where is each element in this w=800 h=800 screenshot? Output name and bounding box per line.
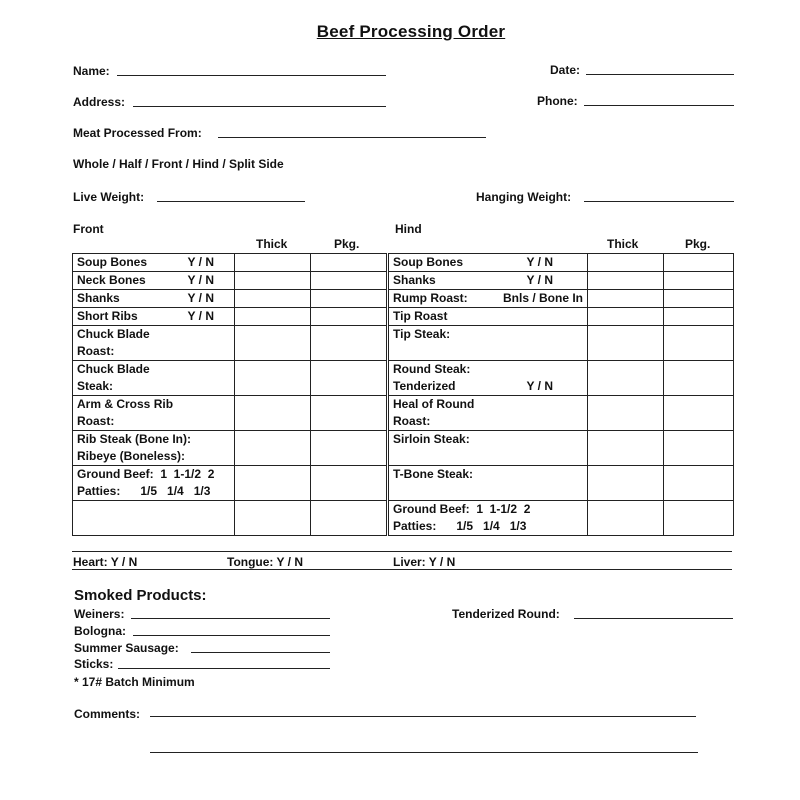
- pkg-cell[interactable]: [664, 466, 734, 501]
- cut-label: Soup Bones: [77, 255, 148, 269]
- table-row: [389, 466, 734, 501]
- pkg-cell[interactable]: [664, 361, 734, 396]
- comments-field[interactable]: [150, 716, 696, 717]
- table-row: [73, 254, 387, 272]
- cut-label-2: Roast:: [393, 414, 431, 428]
- cut-label: Rump Roast:: [393, 291, 468, 305]
- table-row: [389, 361, 734, 396]
- table-row: [73, 396, 387, 431]
- weiners-label: Weiners:: [74, 607, 125, 621]
- cut-label: Round Steak:: [393, 362, 471, 376]
- front-chuck-blade-roast[interactable]: [73, 326, 235, 361]
- smoked-products-title: Smoked Products:: [74, 587, 207, 604]
- thick-cell[interactable]: [235, 254, 311, 272]
- meat-from-field[interactable]: [218, 137, 486, 138]
- phone-field[interactable]: [584, 105, 734, 106]
- table-row: [389, 326, 734, 361]
- cut-label: Tip Roast: [393, 309, 448, 323]
- phone-label: Phone:: [537, 94, 578, 108]
- bologna-label: Bologna:: [74, 624, 126, 638]
- sticks-field[interactable]: [118, 668, 330, 669]
- liver-option[interactable]: Liver: Y / N: [393, 555, 456, 569]
- hind-tip-roast[interactable]: [389, 308, 588, 326]
- cut-label: Shanks: [393, 273, 436, 287]
- cut-label-2: Tenderized: [393, 379, 456, 393]
- yes-no-option[interactable]: Y / N: [187, 309, 214, 323]
- front-soup-bones[interactable]: [73, 254, 235, 272]
- hind-shanks[interactable]: [389, 272, 588, 290]
- thick-cell[interactable]: [588, 326, 664, 361]
- front-neck-bones[interactable]: [73, 272, 235, 290]
- cut-label-2: Roast:: [77, 414, 115, 428]
- table-row: [73, 290, 387, 308]
- front-ground-beef[interactable]: [73, 466, 235, 501]
- thick-cell[interactable]: [588, 254, 664, 272]
- hind-section-label: Hind: [395, 222, 422, 236]
- thick-cell[interactable]: [235, 272, 311, 290]
- table-row: [389, 396, 734, 431]
- hind-t-bone-steak[interactable]: [389, 466, 588, 501]
- front-arm-cross-rib-roast[interactable]: [73, 396, 235, 431]
- cut-label: Chuck Blade: [77, 362, 150, 376]
- cut-label: Shanks: [77, 291, 120, 305]
- thick-cell[interactable]: [588, 431, 664, 466]
- front-pkg-header: Pkg.: [334, 237, 360, 251]
- hind-heal-of-round-roast[interactable]: [389, 396, 588, 431]
- thick-cell[interactable]: [588, 501, 664, 536]
- batch-minimum-note: * 17# Batch Minimum: [74, 675, 195, 689]
- front-short-ribs[interactable]: [73, 308, 235, 326]
- divider: [72, 551, 732, 552]
- front-section-label: Front: [73, 222, 104, 236]
- blank-cell[interactable]: [73, 501, 235, 536]
- address-label: Address:: [73, 95, 126, 109]
- hind-cuts-table: [388, 253, 734, 536]
- thick-cell[interactable]: [235, 431, 311, 466]
- table-row: [73, 272, 387, 290]
- cut-label: Soup Bones: [393, 255, 464, 269]
- cut-label: Ground Beef: 1 1-1/2 2: [77, 467, 215, 481]
- table-row: [389, 272, 734, 290]
- summer-sausage-field[interactable]: [191, 652, 330, 653]
- thick-cell[interactable]: [235, 361, 311, 396]
- pkg-cell[interactable]: [311, 272, 387, 290]
- table-row: [73, 466, 387, 501]
- table-row: [73, 308, 387, 326]
- front-cuts-table: [72, 253, 387, 536]
- cut-label: Chuck Blade: [77, 327, 150, 341]
- cut-label: Tip Steak:: [393, 327, 451, 341]
- pkg-cell[interactable]: [311, 254, 387, 272]
- address-field[interactable]: [133, 106, 386, 107]
- pkg-cell[interactable]: [664, 254, 734, 272]
- thick-cell[interactable]: [588, 308, 664, 326]
- yes-no-option[interactable]: Y / N: [187, 273, 214, 287]
- cut-label: T-Bone Steak:: [393, 467, 474, 481]
- hind-thick-header: Thick: [607, 237, 639, 251]
- yes-no-option[interactable]: Y / N: [187, 255, 214, 269]
- thick-cell[interactable]: [588, 290, 664, 308]
- thick-cell[interactable]: [588, 466, 664, 501]
- front-shanks[interactable]: [73, 290, 235, 308]
- live-weight-field[interactable]: [157, 201, 305, 202]
- tenderized-round-label: Tenderized Round:: [452, 607, 560, 621]
- hind-tip-steak[interactable]: [389, 326, 588, 361]
- cut-label: Rib Steak (Bone In):: [77, 432, 192, 446]
- cut-label-2: Steak:: [77, 379, 114, 393]
- yes-no-option[interactable]: Y / N: [526, 273, 553, 287]
- date-label: Date:: [550, 63, 581, 77]
- name-label: Name:: [73, 64, 110, 78]
- pkg-cell[interactable]: [311, 308, 387, 326]
- front-thick-header: Thick: [256, 237, 288, 251]
- hind-soup-bones[interactable]: [389, 254, 588, 272]
- pkg-cell[interactable]: [311, 290, 387, 308]
- cut-label: Short Ribs: [77, 309, 138, 323]
- table-row: [389, 501, 734, 536]
- cut-label: Arm & Cross Rib: [77, 397, 174, 411]
- table-row: [73, 361, 387, 396]
- portion-options[interactable]: Whole / Half / Front / Hind / Split Side: [73, 157, 284, 171]
- thick-cell[interactable]: [235, 326, 311, 361]
- divider: [72, 569, 732, 570]
- front-rib-steak[interactable]: [73, 431, 235, 466]
- thick-cell[interactable]: [588, 396, 664, 431]
- tenderized-round-field[interactable]: [574, 618, 733, 619]
- thick-cell[interactable]: [235, 396, 311, 431]
- hind-rump-roast[interactable]: [389, 290, 588, 308]
- pkg-cell[interactable]: [311, 501, 387, 536]
- hanging-weight-field[interactable]: [584, 201, 734, 202]
- page-title: Beef Processing Order: [316, 22, 506, 41]
- hind-ground-beef[interactable]: [389, 501, 588, 536]
- cut-label-2: Roast:: [77, 344, 115, 358]
- date-field[interactable]: [586, 74, 734, 75]
- cut-label: Heal of Round: [393, 397, 475, 411]
- table-row: [73, 431, 387, 466]
- cut-label-2: Ribeye (Boneless):: [77, 449, 186, 463]
- pkg-cell[interactable]: [311, 431, 387, 466]
- cut-label: Sirloin Steak:: [393, 432, 470, 446]
- heart-option[interactable]: Heart: Y / N: [73, 555, 138, 569]
- front-chuck-blade-steak[interactable]: [73, 361, 235, 396]
- table-row: [389, 308, 734, 326]
- cut-label: Ground Beef: 1 1-1/2 2: [393, 502, 531, 516]
- table-row: [389, 290, 734, 308]
- weiners-field[interactable]: [131, 618, 330, 619]
- pkg-cell[interactable]: [311, 361, 387, 396]
- table-row: [389, 431, 734, 466]
- patties-options[interactable]: Patties: 1/5 1/4 1/3: [393, 519, 527, 533]
- pkg-cell[interactable]: [311, 396, 387, 431]
- patties-options[interactable]: Patties: 1/5 1/4 1/3: [77, 484, 211, 498]
- comments-field-2[interactable]: [150, 752, 698, 753]
- pkg-cell[interactable]: [664, 431, 734, 466]
- hanging-weight-label: Hanging Weight:: [476, 190, 572, 204]
- table-row: [73, 326, 387, 361]
- pkg-cell[interactable]: [664, 290, 734, 308]
- table-row: [73, 501, 387, 536]
- comments-label: Comments:: [74, 707, 141, 721]
- yes-no-option[interactable]: Y / N: [187, 291, 214, 305]
- pkg-cell[interactable]: [664, 396, 734, 431]
- meat-from-label: Meat Processed From:: [73, 126, 202, 140]
- live-weight-label: Live Weight:: [73, 190, 145, 204]
- hind-pkg-header: Pkg.: [685, 237, 711, 251]
- pkg-cell[interactable]: [311, 466, 387, 501]
- pkg-cell[interactable]: [664, 272, 734, 290]
- bologna-field[interactable]: [133, 635, 330, 636]
- yes-no-option[interactable]: Y / N: [526, 255, 553, 269]
- hind-round-steak[interactable]: [389, 361, 588, 396]
- hind-sirloin-steak[interactable]: [389, 431, 588, 466]
- thick-cell[interactable]: [588, 272, 664, 290]
- thick-cell[interactable]: [235, 290, 311, 308]
- yes-no-option[interactable]: Y / N: [526, 379, 553, 393]
- cut-label: Neck Bones: [77, 273, 146, 287]
- pkg-cell[interactable]: [664, 326, 734, 361]
- thick-cell[interactable]: [588, 361, 664, 396]
- name-field[interactable]: [117, 75, 386, 76]
- pkg-cell[interactable]: [311, 326, 387, 361]
- sticks-label: Sticks:: [74, 657, 114, 671]
- summer-sausage-label: Summer Sausage:: [74, 641, 179, 655]
- pkg-cell[interactable]: [664, 308, 734, 326]
- thick-cell[interactable]: [235, 501, 311, 536]
- thick-cell[interactable]: [235, 466, 311, 501]
- bone-option[interactable]: Bnls / Bone In: [502, 291, 583, 305]
- tongue-option[interactable]: Tongue: Y / N: [227, 555, 304, 569]
- thick-cell[interactable]: [235, 308, 311, 326]
- table-row: [389, 254, 734, 272]
- pkg-cell[interactable]: [664, 501, 734, 536]
